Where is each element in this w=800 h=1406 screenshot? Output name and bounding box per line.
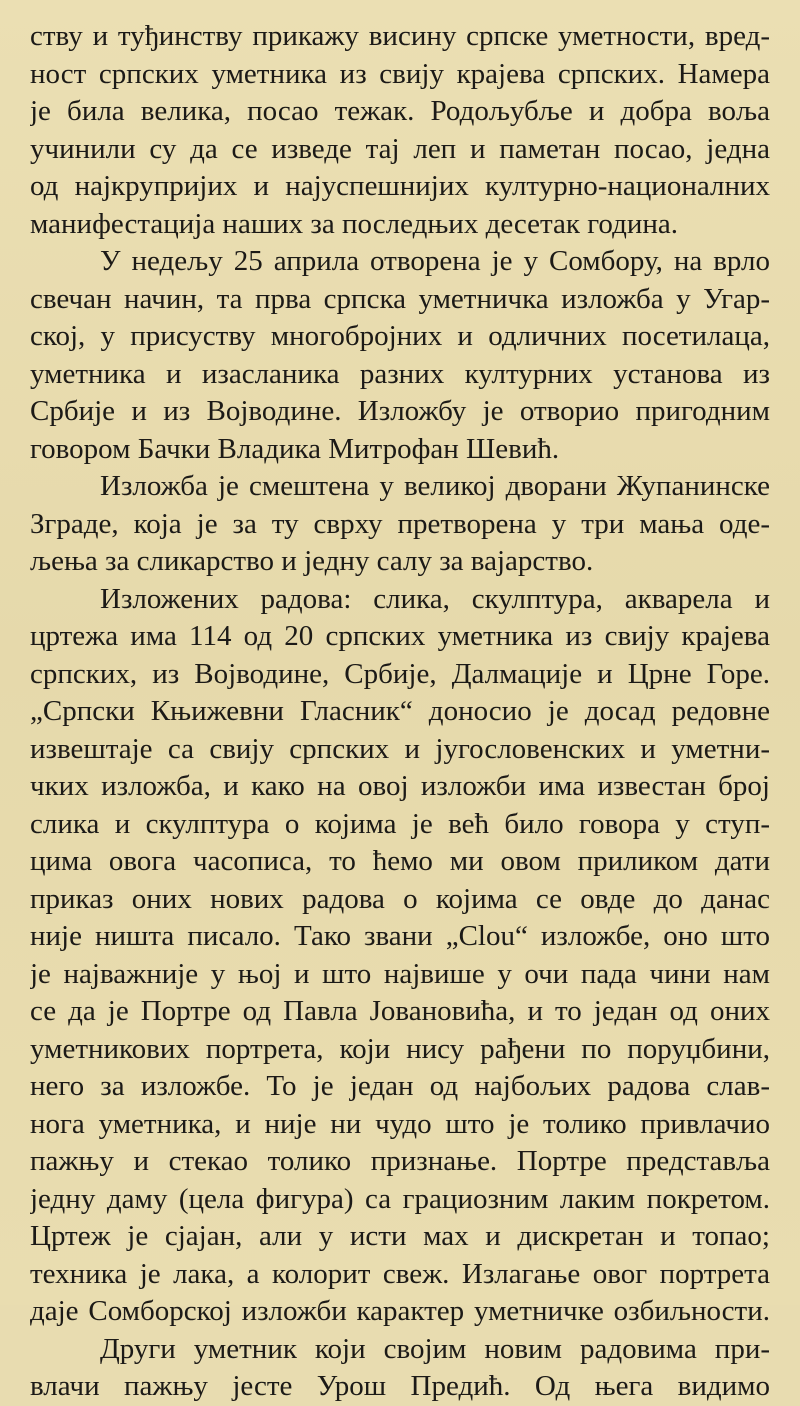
paragraph: [30, 243, 770, 468]
paragraph: [30, 1331, 770, 1406]
text-line: слика и скулптура о којима је већ било говора у ступ-: [30, 807, 770, 840]
text-line: даје Сомборској изложби карактер уметничке озбиљности.: [30, 1295, 770, 1327]
text-line: ству и туђинству прикажу висину српске уметности, вред-: [30, 20, 770, 52]
body-text: [30, 18, 770, 1406]
text-line: је најважније у њој и што највише у очи пада чини нам: [30, 957, 770, 990]
text-line: техника је лака, а колорит свеж. Излагање овог портрета: [30, 1257, 770, 1290]
text-line: нога уметника, и није ни чудо што је толико привлачио: [30, 1107, 770, 1140]
text-line: је била велика, посао тежак. Родољубље и добра воља: [30, 95, 770, 127]
text-line: Други уметник који својим новим радовима при-: [100, 1332, 770, 1365]
text-line: приказ оних нових радова о којима се овде до данас: [30, 882, 770, 915]
text-line: извештаје са свију српских и југословенских и уметни-: [30, 732, 770, 765]
text-line: једну даму (цела фигура) са грациозним лаким покретом.: [30, 1182, 770, 1215]
text-line: уметника и изасланика разних културних установа из: [30, 357, 770, 390]
text-line: манифестација наших за последњих десетак година.: [30, 207, 679, 240]
text-line: цртежа има 114 од 20 српских уметника из свију крајева: [30, 620, 770, 652]
text-line: није ништа писало. Тако звани „Clou“ изложбе, оно што: [30, 920, 770, 952]
paragraph: [30, 581, 770, 1331]
text-line: свечан начин, та прва српска уметничка изложба у Угар-: [30, 282, 770, 315]
text-line: чких изложба, и како на овој изложби има известан број: [30, 770, 770, 802]
text-line: влачи пажњу јесте Урош Предић. Од њега видимо: [30, 1370, 770, 1402]
text-line: Цртеж је сјајан, али у исти мах и дискретан и топао;: [30, 1220, 770, 1252]
text-line: цима овога часописа, то ћемо ми овом приликом дати: [30, 845, 770, 877]
text-line: уметникових портрета, који нису рађени по поруџбини,: [30, 1032, 770, 1065]
text-line: него за изложбе. То је један од најбољих радова слав-: [30, 1070, 770, 1102]
text-line: се да је Портре од Павла Јовановића, и то један од оних: [30, 995, 770, 1027]
text-line: љења за сликарство и једну салу за вајарство.: [30, 545, 594, 577]
text-line: Изложених радова: слика, скулптура, акварела и: [100, 582, 770, 615]
text-line: говором Бачки Владика Митрофан Шевић.: [30, 432, 560, 465]
paragraph: [30, 18, 770, 243]
text-line: ност српских уметника из свију крајева српских. Намера: [30, 57, 770, 90]
text-line: од најкрупријих и најуспешнијих културно-националних: [30, 170, 770, 202]
text-line: Изложба је смештена у великој дворани Жупанинске: [100, 470, 770, 502]
paragraph: [30, 468, 770, 581]
text-line: учинили су да се изведе тај леп и паметан посао, једна: [30, 132, 770, 165]
text-line: пажњу и стекао толико признање. Портре представља: [30, 1145, 770, 1177]
text-line: српских, из Војводине, Србије, Далмације и Црне Горе.: [30, 657, 770, 690]
text-line: ској, у присуству многобројних и одличних посетилаца,: [30, 320, 770, 352]
text-line: Зграде, која је за ту сврху претворена у три мања оде-: [30, 507, 770, 540]
text-line: Србије и из Војводине. Изложбу је отворио пригодним: [30, 395, 770, 427]
text-line: У недељу 25 априла отворена је у Сомбору, на врло: [100, 245, 770, 277]
text-line: „Српски Књижевни Гласник“ доносио је досад редовне: [30, 695, 770, 727]
